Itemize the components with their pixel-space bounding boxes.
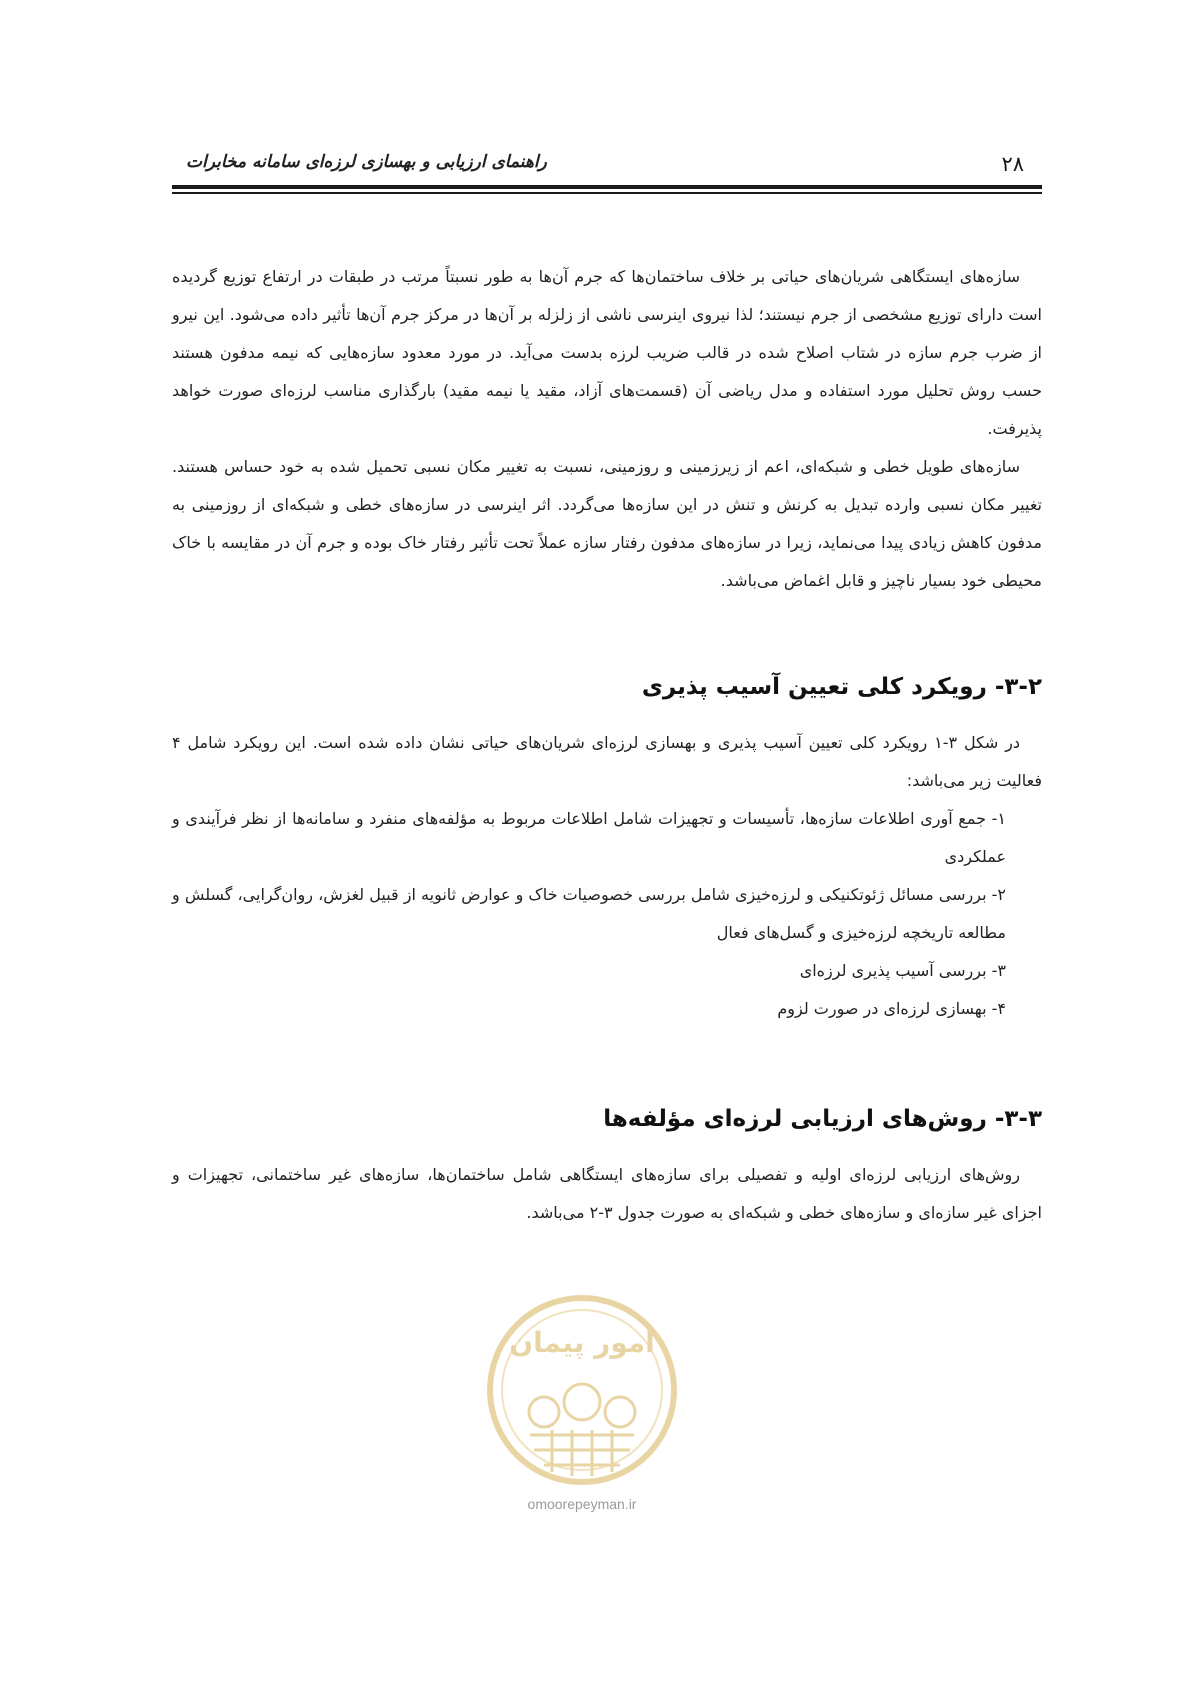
paragraph-station-structures: سازه‌های ایستگاهی شریان‌های حیاتی بر خلاف ساختمان‌ها که جرم آن‌ها به طور نسبتاً مرتب در طبقات در ارتفاع توزیع گردیده است دارای توزیع مشخصی از جرم نیستند؛ لذا نیروی اینرسی ناشی از زلزله بر آن‌ها در مرکز جرم آن‌ها تأثیر داده می‌شود. این نیرو از ضرب جرم سازه در شتاب اصلاح شده در قالب ضریب لرزه بدست می‌آید. در مورد معدود سازه‌هایی که نیمه مدفون هستند حسب روش تحلیل مورد استفاده و مدل ریاضی آن (قسمت‌های آزاد، مقید یا نیمه مقید) بارگذاری مناسب لرزه‌ای صورت خواهد پذیرفت. bbox=[172, 267, 1042, 438]
watermark-emblem-icon bbox=[482, 1290, 682, 1490]
page-body bbox=[172, 258, 1042, 1232]
section-heading-assessment-methods: ۳-۳- روش‌های ارزیابی لرزه‌ای مؤلفه‌ها bbox=[603, 1106, 1042, 1132]
paragraph-approach-intro: در شکل ۳-۱ رویکرد کلی تعیین آسیب پذیری و بهسازی لرزه‌ای شریان‌های حیاتی نشان داده شده است. این رویکرد شامل ۴ فعالیت زیر می‌باشد: bbox=[172, 733, 1042, 790]
paragraph-linear-structures: سازه‌های طویل خطی و شبکه‌ای، اعم از زیرزمینی و روزمینی، نسبت به تغییر مکان نسبی تحمیل شده به خود حساس هستند. تغییر مکان نسبی وارده تبدیل به کرنش و تنش در این سازه‌ها می‌گردد. اثر اینرسی در سازه‌های خطی و شبکه‌ای از روزمینی به مدفون کاهش زیادی پیدا می‌نماید، زیرا در سازه‌های مدفون رفتار سازه عملاً تحت تأثیر رفتار خاک بوده و جرم آن در مقایسه با خاک محیطی خود بسیار ناچیز و قابل اغماض می‌باشد. bbox=[172, 457, 1042, 590]
header-rule-thin bbox=[172, 192, 1042, 194]
list-item-retrofit: ۴- بهسازی لرزه‌ای در صورت لزوم bbox=[777, 999, 1006, 1018]
list-item-vulnerability-review: ۳- بررسی آسیب پذیری لرزه‌ای bbox=[799, 961, 1006, 980]
watermark-logo bbox=[482, 1290, 682, 1490]
running-title: راهنمای ارزیابی و بهسازی لرزه‌ای سامانه مخابرات bbox=[186, 152, 547, 172]
paragraph-assessment-methods: روش‌های ارزیابی لرزه‌ای اولیه و تفصیلی برای سازه‌های ایستگاهی شامل ساختمان‌ها، سازه‌های غیر ساختمانی، تجهیزات و اجزای غیر سازه‌ای و سازه‌های خطی و شبکه‌ای به صورت جدول ۳-۲ می‌باشد. bbox=[172, 1165, 1042, 1222]
watermark-logo-text: امور پیمان bbox=[509, 1326, 655, 1359]
list-item-geotechnical-review: ۲- بررسی مسائل ژئوتکنیکی و لرزه‌خیزی شامل بررسی خصوصیات خاک و عوارض ثانویه از قبیل لغزش، روان‌گرایی، گسلش و مطالعه تاریخچه لرزه‌خیزی و گسل‌های فعال bbox=[172, 885, 1006, 942]
list-item-data-collection: ۱- جمع آوری اطلاعات سازه‌ها، تأسیسات و تجهیزات شامل اطلاعات مربوط به مؤلفه‌های منفرد و سامانه‌ها از نظر فرآیندی و عملکردی bbox=[172, 809, 1006, 866]
header-rule-thick bbox=[172, 185, 1042, 189]
section-heading-vulnerability-approach: ۳-۲- رویکرد کلی تعیین آسیب پذیری bbox=[641, 674, 1042, 700]
page-number: ۲۸ bbox=[1001, 152, 1024, 176]
watermark-url: omoorepeyman.ir bbox=[527, 1496, 637, 1512]
page-header bbox=[172, 140, 1042, 180]
